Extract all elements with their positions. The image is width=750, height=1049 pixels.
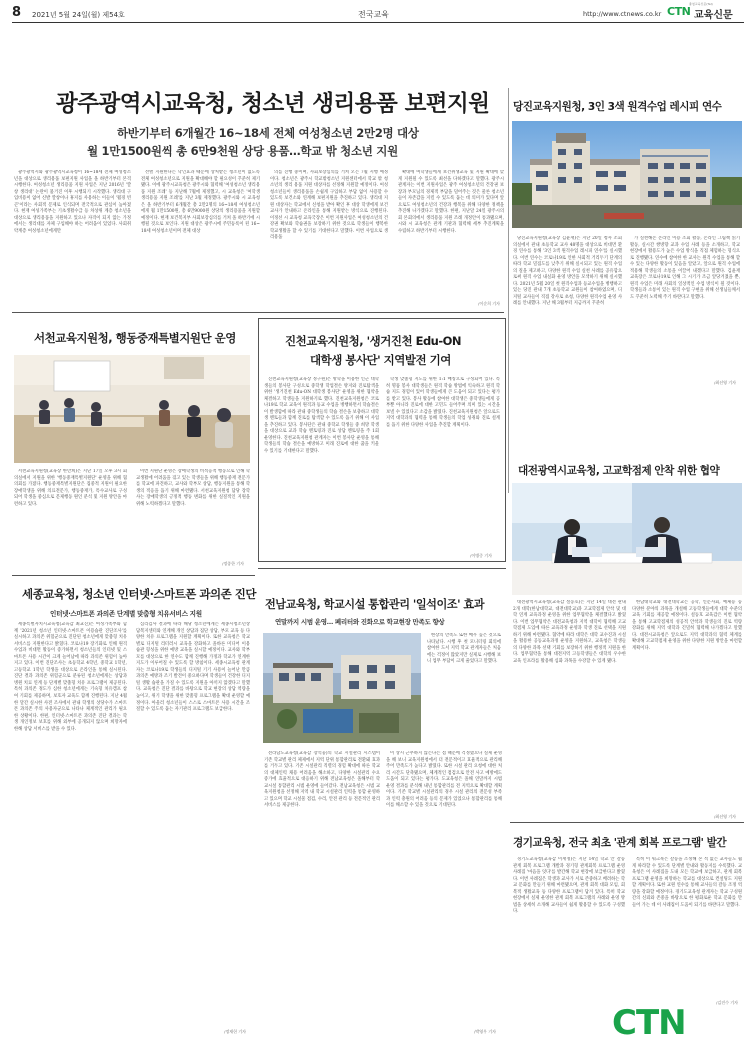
lead-body-col4: 확대에 여학생들에게 보건위생교육 및 지원 확대에 맞게 지원될 수 있도록 최선을 다하겠다고 말했다. 광주시 관계자는 이번 지원사업은 광주 여성청소년의 건강권 보장과 부모님의 경제적 부담을 덜어주는 것은 물론 청소년들이 자존감을 지킬 수 있도록 돕는 데 의미가 있다며 앞으로도 여성청소년의 건강과 행복을 위해 다양한 정책을 추진해 나가겠다고 말했다. 한편, 지난달 24일 광주시의회 본회의에서 생리용품 지원 조례 개정안이 통과됐으며, 시와 시 교육청은 관계 기관과 협력해 세부 추진계획을 수립하고 하반기부터 시행한다. <box>398 170 504 234</box>
header-logo <box>667 2 743 19</box>
logo-ctn: CTN <box>667 5 691 18</box>
dangjin-reporter: /최선영 기자 <box>714 380 736 385</box>
issue-date: 2021년 5월 24일(월) 제54호 <box>32 11 125 19</box>
jincheon-reporter: /이병중 기자 <box>470 553 492 558</box>
jeonnam-facility-photo <box>263 633 421 743</box>
jincheon-headline-2: 대학생 봉사단' 지역발전 기여 <box>310 353 451 367</box>
jeonnam-subtitle: 연말까지 시범 운영… 폐리터와 진화으로 학교현장 만족도 향상 <box>275 618 445 626</box>
gyeonggi-reporter: /김진수 기자 <box>716 1000 738 1005</box>
dangjin-body-col1: 당진교육지원청(교육장 김윤재)은 지난 20일 청사 소회의실에서 관내 초등학교 교사 48명을 대상으로 비대면 환경 연수를 통해 '3인 3색 원격수업 레시피 연수'를 실시했다. 이번 연수는 코로나19로 인한 사회적 거리두기 단계의 따라 학교 밀집도를 낮추기 위해 실시되고 있는 원격 수업의 질을 제고하고, 다양한 원격 수업 실천 사례를 공유함으로써 원격 수업 내실화 운영 방안을 모색하기 위해 실시했다. 2021년 5월 20일 첫 원격수업과 등교수업을 병행하고 있는 당진 관내 7개 초등학교 교원들이 참여하였으며, 디지털 교사들이 직접 강사로 초청, 다양한 원격수업 운영 사례를 안내했다. 지난 해 3월부터 지금까지 꾸준히 <box>513 236 622 307</box>
jincheon-headline-1: 진천교육지원청, '생거진천 Edu-ON <box>285 334 462 348</box>
lead-headline: 광주광역시교육청, 청소년 생리용품 보편지원 <box>56 91 490 117</box>
gyeonggi-body-col1: 경기도교육청(교육감 이재정)은 지난 14일 학교 안 갈등 관계 회복 프로그램 개발과 경기형 관계회복 프로그램 운영 사례집 '마음을 잇다'를 발간해 학교 현장에 보급한다고 밝혔다. 이번 사례집은 학생과 교사가 서로 존중하고 배려하는 학교 문화를 만들기 위해 마련됐으며, 관계 회복 대화 모임, 회복적 생활교육 등 다양한 프로그램이 담겨 있다. 특히 학교 현장에서 실제 운영한 관계 회복 프로그램의 사례와 운영 방법을 상세히 소개해 교사들이 쉽게 활용할 수 있도록 구성했다. <box>513 857 625 915</box>
jincheon-body-col1: 진천교육지원청(교육장 정구원)은 방학을 이용한 인근 대학생들의 봉사단 구성으로 중학생 학업결손 방지와 진로탐색을 위한 '생거진천 Edu-ON 대학생 봉사단' 운영을 위한 협약을 체결하고 학생들을 지원하기로 했다. 진천교육지원청은 코로나19로 학교 교육이 원격과 등교 수업을 병행하면서 학습결손이 발생함에 따라 관내 중학생들의 학습 결손을 보충하고 대학생 멘토들과 함께 진로를 탐색할 수 있도록 돕기 위해 이 사업을 추진하고 있다. 봉사단은 관내 중학교 학생들 중 희망 학생을 대상으로 교과 학습 멘토링과 진로 상담 멘토링을 주 1회 운영한다. 진천교육지원청 관계자는 이번 봉사단 운영을 통해 학생들의 학습 결손을 예방하고 미래 진로에 대한 꿈을 키울 수 있기를 기대한다고 말했다. <box>264 377 379 455</box>
header-rule <box>12 22 744 23</box>
dangjin-headline: 당진교육지원청, 3인 3색 원격수업 레시피 연수 <box>513 101 722 113</box>
sejong-reporter: /정재헌 기자 <box>224 1029 246 1034</box>
daejeon-headline: 대전광역시교육청, 고교학점제 안착 위한 협약 <box>518 465 720 477</box>
daejeon-body-col2: 한남대학교와 대전대학교는 공학, 인문사회, 예체능 등 다양한 분야의 과목을 개설해 고등학생들에게 대학 수준의 교육 기회를 제공할 예정이다. 설동호 교육감은 이번 협약을 통해 고교학점제의 성공적 안착과 학생들의 진로 역량 강화를 위해 지역 대학과 긴밀히 협력해 나가겠다고 말했다. 대전시교육청은 앞으로도 지역 대학과의 협력 체계를 확대해 고교학점제 운영을 위한 다양한 지원 방안을 마련할 계획이다. <box>632 600 742 651</box>
daejeon-body-col1: 대전광역시교육청(교육감 설동호)은 지난 14일 대전 관내 2개 대학(한남대학교, 대전대학교)과 고교학점제 안착 및 대학 연계 교육과정 운영을 위한 업무협약을 체결했다고 밝혔다. 이번 업무협약은 대전교육청과 지역 대학이 협력해 고교학점제 도입에 따른 교육과정 운영과 학생 진로 선택을 지원하기 위해 마련됐다. 협약에 따라 대학은 대학 교수진과 시설을 활용한 공동교육과정 운영을 지원하고, 교육청은 학생들의 다양한 과목 선택 기회를 보장하기 위한 행정적 지원을 한다. 업무협약을 통해 대전지역 고등학생들은 대학의 우수한 교육 인프라를 활용해 심화 과목을 수강할 수 있게 됐다. <box>513 600 626 664</box>
jincheon-body-col2: 학생 맞춤형 지도를 위한 1:1 매칭으로 구성되어 있다. 특히 명품 봉사 대학생들은 원격 학습 방법에 익숙하고 원격 학습 지도 경험이 있어 학생들에게 큰 도움이 되고 있다는 평가를 받고 있다. 봉사 활동에 참여한 대학생은 중학생들에게 공부뿐 아니라 진로에 대한 고민도 들어주며 의미 있는 시간을 보낼 수 있었다고 소감을 밝혔다. 진천교육지원청은 앞으로도 지역 대학과의 협력을 통해 학생들의 학업 성취와 진로 설계를 돕기 위한 다양한 사업을 추진할 계획이다. <box>386 377 500 428</box>
lead-body-col2: 선별 지원한다는 낙인효과 때문에 상처받는 청소년이 없도록 전체 여성청소년으로 지원을 확대해야 할 필요성이 꾸준히 제기됐다. 이에 광주시교육청은 광주시와 협력해 '여성청소년 생리용품 지원 조례' 등 지난해 7월에 제정했고, 시 교육청은 '여학생 생리용품 지원 조례'를 지난 3월 제정했다. 광주시와 시 교육청은 올 하반기부터 6개월간 총 2만2명의 16~18세 여성청소년에게 월 1만1500원, 총 6만9000원 상당의 생리용품을 지원할 예정이다. 현재 보건복지부 사회보장심의를 거쳐 올 하반기에 시행될 것으로 보인다. 지원 대상은 광주시에 주민등록이 된 16~18세 여성청소년이며 전체 대상 <box>141 170 260 234</box>
sejong-subtitle: 인터넷·스마트폰 과의존 단계별 맞춤형 치유서비스 지원 <box>50 610 202 618</box>
lead-body-col3: 의를 진행 중이며, 사회보장심의를 거쳐 오는 7월 시행 예정이다. 청소년은 광주시 학교밖청소년 지원센터에서 학교 밖 청소년의 생리 용품 지원 대상자를 선정해 지원할 예정이다. 여성청소년들이 생리용품을 손쉽게 구입하고 부담 없이 사용할 수 있도록 보건소와 연계해 보편지원을 추진하고 있다. 생리대 지원 대상자는 학교에서 신청을 받아 확인 후 대상 학생에게 보건교사가 안내하고 온라인을 통해 지원받는 방식으로 진행된다. 이정선 시 교육청 교육국장은 이번 지원사업은 여성청소년의 건강권 확보와 학습권을 보장하기 위한 것으로 학생들이 행복한 학교생활을 할 수 있기를 기대한다고 말했다. 이번 사업으로 생리용품 <box>270 170 388 241</box>
lead-reporter: /이순희 기자 <box>478 301 500 306</box>
gyeonggi-headline: 경기교육청, 전국 최초 '관계 회복 프로그램' 발간 <box>513 837 727 849</box>
daejeon-reporter: /최선영 기자 <box>714 814 736 819</box>
logo-text: 교육신문 <box>694 10 733 21</box>
sejong-body-col2: 심리검사 결과에 따라 해당 청소년에게는 세종시청소년상담복지센터와 연계해 개인 상담과 집단 상담, 부모 교육 등 다양한 치유 프로그램을 지원할 계획이다. 또한 교육청은 학교별로 디지털 리터러시 교육을 강화하고 올바른 미디어 이용 습관 형성을 위한 예방 교육을 실시할 예정이다. 교사와 학부모를 대상으로 한 연수도 함께 진행해 가정과 학교가 연계한 지도가 이루어질 수 있도록 할 방침이다. 세종시교육청 관계자는 코로나19로 학생들의 디지털 기기 사용이 늘어난 만큼 과의존 예방과 조기 발견이 중요하다며 학생들이 건강한 디지털 생활 습관을 가질 수 있도록 지원을 아끼지 않겠다고 말했다. 교육청은 진단 결과를 바탕으로 학교 현장의 상담 역량을 높이고, 위기 학생을 위한 맞춤형 프로그램을 확대 운영할 예정이다. 아울러 청소년들이 스스로 스마트폰 사용 시간을 조절할 수 있도록 돕는 자기관리 프로그램도 보급한다. <box>136 622 250 713</box>
logo-small-text: 충청교육신문(Tel) <box>689 2 713 6</box>
footer-ctn-logo: CTN <box>612 1003 686 1043</box>
jeonnam-top-rule <box>258 568 506 569</box>
lead-subtitle-2: 월 1만1500원씩 총 6만9천원 상당 용품…학교 밖 청소년 지원 <box>87 144 398 158</box>
seocheon-body-col1: 서천교육지원청(교육장 한만희)은 지난 17일 오후 3시 회의실에서 지원을 위한 '행동중재특별지원단' 운영을 위해 협의회를 가졌다. 행동중재특별지원단은 집중적 지원이 필요한 장애학생을 위해 의료전문가, 행동중재가, 특수교사로 구성되어 학생을 중심으로 문제행동 원인 분석 및 지원 방안을 마련하고 있다. <box>14 469 127 507</box>
page-number: 8 <box>12 5 22 20</box>
lead-body-col1: 광주광역시와 광주광역시교육청이 16~18세 전체 여성청소년을 대상으로 생리용품 보편지원 사업을 올 하반기부터 본격 시행한다. 여성청소년 생리용품 지원 사업은 지난 2016년 '깔창 생리대' 논란이 불거진 이후 시행되기 시작했다. 생리대 구입비용이 없어 신발 깔창이나 휴지를 사용하는 이들이 '월경 빈곤'이라는 사회적 문제로 인식되며 전국적으로 관심이 높아졌다. 현재 여성가족부는 기초생활수급 등 차상위 계층 청소년을 대상으로 생리용품을 지원하고 있으나 자격이 되지 않는 가정에서는 생리대를 자체 구입해야 하는 어려움이 있었다. 사회취약계층 여성청소년에게만 <box>14 170 131 234</box>
seocheon-reporter: /정종한 기자 <box>222 561 244 566</box>
jeonnam-reporter: /박영우 기자 <box>474 1029 496 1034</box>
site-url[interactable]: http://www.ctnews.co.kr <box>583 10 662 18</box>
seocheon-headline: 서천교육지원청, 행동중재특별지원단 운영 <box>34 331 236 345</box>
sejong-top-rule <box>12 575 255 576</box>
jeonnam-body-col1: 전라남도교육청(교육감 장석웅)의 학교 시설관리 시스템이 기존 학교별 관리 체제에서 지역 단위 통합관리로 전환돼 효과를 거두고 있다. 기존 시설관리 직렬의 경험 확대에 따른 학교의 대체인력 채용 어려움을 해소하고, 다양한 시설관리 수요 증가에 효율적으로 대응하기 위해 전남교육청은 올해부터 학교시설 통합관리 시범 운영에 들어갔다. 전남교육청은 시범 교육지원청을 선정해 지역 내 학교 시설관리 인력을 통합 운영하고 있으며 학교 시설물 점검, 수리, 안전 관리 등 전문적인 관리 서비스를 제공한다. <box>264 751 380 809</box>
section-label: 전국교육 <box>358 10 389 19</box>
sejong-headline: 세종교육청, 청소년 인터넷·스마트폰 과의존 진단 <box>22 587 256 601</box>
gyeonggi-body-col2: 특히 이 워크북은 갈등을 조정해 본 적 없는 교사들도 쉽게 따라할 수 있도록 단계별 안내와 활동지를 수록했다. 교육청은 이 사례집을 도내 모든 학교에 보급하고, 관계 회복 프로그램 운영을 희망하는 학교를 대상으로 컨설팅도 지원할 계획이다. 또한 교원 연수를 통해 교사들의 갈등 조정 역량을 강화할 예정이다. 경기도교육청 관계자는 학교 구성원 간의 신뢰와 존중을 바탕으로 한 평화로운 학교 문화를 만들어 가는 데 이 사례집이 도움이 되기를 바란다고 말했다. <box>632 857 742 908</box>
seocheon-body-col2: 이번 지원단 운영은 장애학생의 비적응적 행동으로 인해 학교생활에 어려움을 겪고 있는 학생들을 위해 행동중재 전문가를 학교에 파견하고, 교사와 학부모 상담, 행동지원을 통해 학생의 적응을 돕기 위해 마련됐다. 서천교육지원청 담당 장학사는 장애학생의 긍정적 행동 변화를 위한 실질적인 지원을 위해 노력하겠다고 말했다. <box>136 469 250 507</box>
jeonnam-headline: 전남교육청, 학교시설 통합관리 '일석이조' 효과 <box>265 598 485 611</box>
daejeon-signing-photo <box>512 483 742 595</box>
lead-subtitle-1: 하반기부터 6개월간 16~18세 전체 여성청소년 2만2명 대상 <box>117 126 419 140</box>
seocheon-meeting-photo <box>14 355 250 463</box>
lead-bottom-rule <box>12 312 504 313</box>
sejong-body-col1: 세종특별자치시교육청(교육감 최교진)은 여성가족부와 함께 '2021년 청소년 인터넷·스마트폰 이용습관 진단조사'를 실시하고 과의존 위험군으로 진단된 청소년에게 맞춤형 치유 서비스를 지원한다고 밝혔다. 코로나19 장기화로 인해 원격 수업과 비대면 활동이 증가하면서 청소년들의 인터넷 및 스마트폰 사용 시간이 크게 늘어남에 따라 과의존 위험이 높아지고 있다. 이번 진단조사는 초등학교 4학년, 중학교 1학년, 고등학교 1학년 학생을 대상으로 온라인을 통해 실시된다. 진단 결과 과의존 위험군으로 분류된 청소년에게는 상담과 병원 치료 연계 등 단계별 맞춤형 치유 프로그램이 제공된다. 특히 과의존 정도가 심한 청소년에게는 기숙형 치유캠프 참여 기회를 제공하며, 보호자 교육도 함께 진행된다. 지난 4월 한 달간 실시한 사전 조사에서 관내 학생의 상당수가 스마트폰 과의존 주의 사용자군으로 나타나 체계적인 관리가 필요한 상황이다. 한편, 인터넷·스마트폰 과의존 진단 결과는 학생 개인정보 보호를 위해 외부에 공개되지 않으며 희망자에 한해 상담 서비스를 받을 수 있다. <box>14 622 127 732</box>
dangjin-building-photo <box>512 121 742 228</box>
right-column-divider <box>508 88 509 493</box>
gyeonggi-top-rule <box>510 822 744 823</box>
jeonnam-body-col0: 현장의 만족도 또한 매우 높은 것으로 나타났다. 시행 후 첫 모니터링 회의에 참여한 도서 지역 학교 관계자들은 처음에는 걱정이 많았지만 실제로 시행해 보니 업무 부담이 크게 줄었다고 말했다. <box>427 633 501 665</box>
dangjin-body-col2: 가 실천해온 온라인 이용 조회 활동, 온라인 그림책 읽기 활동, 실시간 쌍방향 교과 수업 사례 등을 소개하고, 학교 현장에서 활용도가 높은 수업 방식을 직접 체험하는 형식으로 진행됐다. 연수에 참여한 한 교사는 원격 수업을 통해 할 수 있는 다양한 활동이 있음을 알았고, 앞으로 원격 수업에 적용해 학생들의 소통을 이끌어 내겠다고 말했다. 김윤재 교육장은 코로나19로 인해 그 시기가 조금 앞당겨졌을 뿐, 원격 수업은 미래 사회의 일상적인 수업 방식이 될 것이다. 학생들과 소통이 있는 원격 수업 구현을 위해 선생님들께서도 꾸준히 노력해 주기 바란다고 말했다. <box>630 236 740 300</box>
jeonnam-body-col2: 이 상시 근무하지 않는다는 점 때문에 걱정했으나 실제 운영을 해 보니 교육지원청에서 더 전문적이고 효율적으로 관리해 주어 만족도가 높다고 밝혔다. 또한 시설 관리 요청에 대한 처리 시간도 단축됐으며, 체계적인 점검으로 안전 사고 예방에도 도움이 되고 있다는 평가다. 도교육청은 올해 연말까지 시범 운영 결과를 분석해 내년 통합관리를 전 지역으로 확대할 계획이다. 기존 학교별 시설관리의 경우 시설 관리의 전문성 부족과 인력 충원의 어려움 등의 문제가 있었으나 통합관리를 통해 이를 해소할 수 있을 것으로 기대된다. <box>386 751 502 809</box>
